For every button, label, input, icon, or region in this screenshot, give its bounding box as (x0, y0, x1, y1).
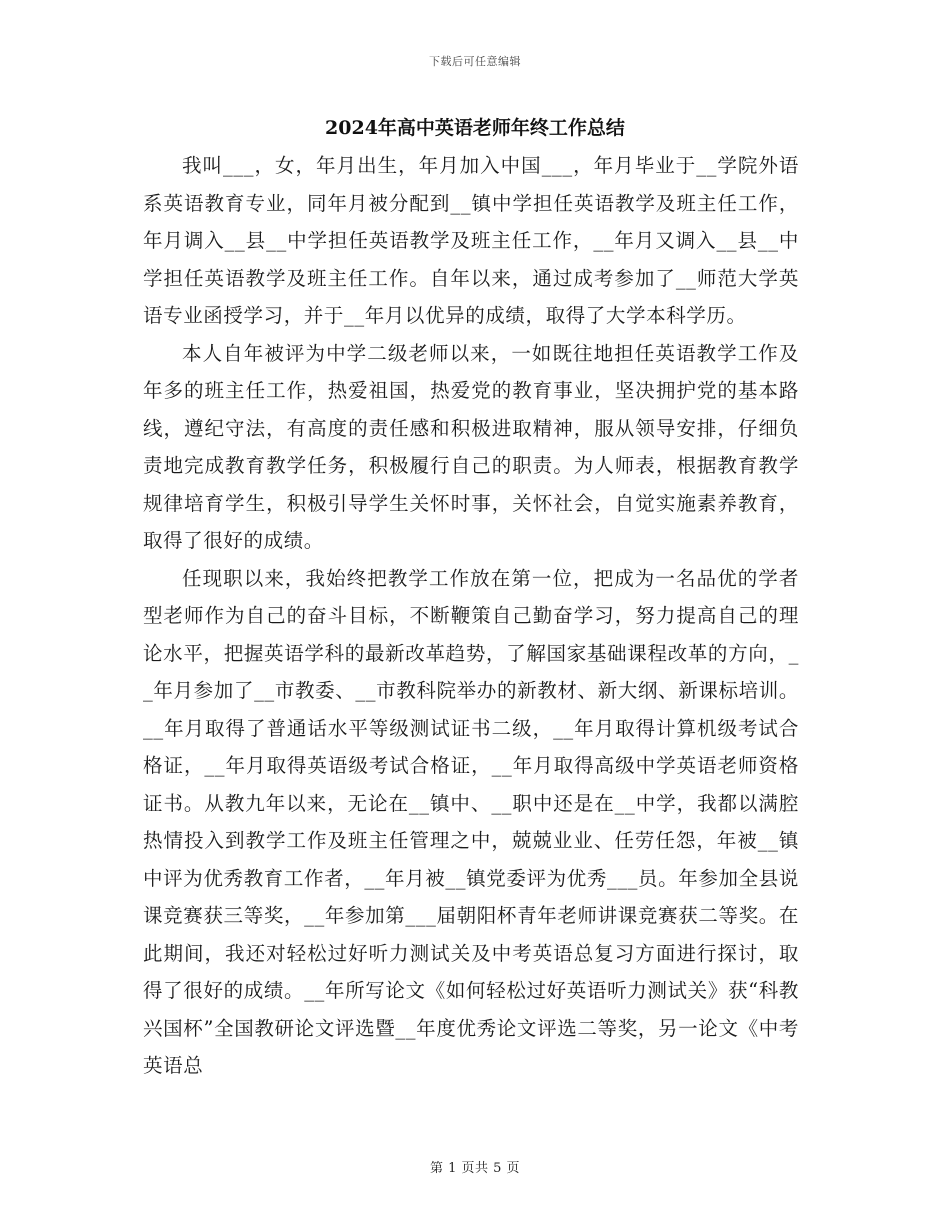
document-title: 2024年高中英语老师年终工作总结 (325, 117, 625, 139)
paragraph-work-attitude: 本人自年被评为中学二级老师以来，一如既往地担任英语教学工作及年多的班主任工作，热爱祖国，热爱党的教育事业，坚决拥护党的基本路线，遵纪守法，有高度的责任感和积极进取精神，服从领导安排，仔细负责地完成教育教学任务，积极履行自己的职责。为人师表，根据教育教学规律培育学生，积极引导学生关怀时事，关怀社会，自觉实施素养教育，取得了很好的成绩。 (143, 341, 799, 552)
paragraph-achievements: 任现职以来，我始终把教学工作放在第一位，把成为一名品优的学者型老师作为自己的奋斗目标，不断鞭策自己勤奋学习，努力提高自己的理论水平，把握英语学科的最新改革趋势，了解国家基础课程改革的方向，__年月参加了__市教委、__市教科院举办的新教材、新大纲、新课标培训。__年月取得了普通话水平等级测试证书二级，__年月取得计算机级考试合格证，__年月取得英语级考试合格证，__年月取得高级中学英语老师资格证书。从教九年以来，无论在__镇中、__职中还是在__中学，我都以满腔热情投入到教学工作及班主任管理之中，兢兢业业、任劳任怨，年被__镇中评为优秀教育工作者，__年月被__镇党委评为优秀___员。年参加全县说课竞赛获三等奖，__年参加第___届朝阳杯青年老师讲课竞赛获二等奖。在此期间，我还对轻松过好听力测试关及中考英语总复习方面进行探讨，取得了很好的成绩。__年所写论文《如何轻松过好英语听力测试关》获“科教兴国杯”全国教研论文评选暨__年度优秀论文评选二等奖，另一论文《中考英语总 (143, 566, 799, 1077)
document-body (143, 147, 799, 1085)
paragraph-personal-info: 我叫___，女，年月出生，年月加入中国___，年月毕业于__学院外语系英语教育专业，同年月被分配到__镇中学担任英语教学及班主任工作，年月调入__县__中学担任英语教学及班主任工作，__年月又调入__县__中学担任英语教学及班主任工作。自年以来，通过成考参加了__师范大学英语专业函授学习，并于__年月以优异的成绩，取得了大学本科学历。 (143, 154, 799, 327)
page-header-note: 下载后可任意编辑 (429, 55, 521, 68)
page-number: 第 1 页共 5 页 (429, 1161, 521, 1176)
